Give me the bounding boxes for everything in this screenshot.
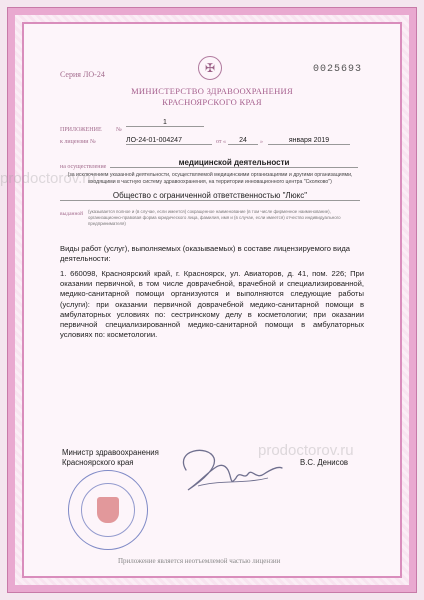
- license-day: 24: [228, 137, 258, 145]
- organization-name: Общество с ограниченной ответственностью "Люкс": [60, 191, 360, 201]
- handwritten-signature-icon: [168, 440, 286, 498]
- official-seal-icon: [68, 470, 148, 550]
- activity-label: на осуществление: [60, 164, 107, 170]
- works-item: 1. 660098, Красноярский край, г. Красноярск, ул. Авиаторов, д. 41, пом. 226; При оказании первичной, в том числе доврачебной, врачебной и специализированной, медико-санитарной помощи организуются и выполняются следующие работы (услуги): при оказании первичной доврачебной медико-санитарной помощи в амбулаторных условиях по: сестринскому делу в косметологии; при оказании первичной специализированной медико-санитарной помощи в амбулаторных условиях по: косметологии.: [60, 269, 364, 340]
- coat-of-arms-icon: ✠: [198, 56, 222, 80]
- appendix-label: ПРИЛОЖЕНИЕ: [60, 127, 102, 133]
- watermark-top: prodoctorov.ru: [0, 170, 96, 187]
- issued-note: (указывается полное и (в случае, если имеется) сокращенное наименование (в том числе фирменное наименование), организационно-правовая форма юридического лица, фамилия, имя и (в случае, если имеется) отчество индивидуального предпринимателя): [88, 209, 341, 226]
- signatory-title-2: Красноярского края: [62, 458, 134, 467]
- signatory-title-1: Министр здравоохранения: [62, 448, 159, 457]
- footer-note: Приложение является неотъемлемой частью лицензии: [118, 557, 281, 565]
- date-quote-label: »: [260, 139, 263, 145]
- form-number: 0025693: [312, 64, 362, 75]
- issued-label: выданной: [60, 211, 84, 217]
- date-prefix-label: от «: [216, 139, 227, 145]
- appendix-number: 1: [126, 119, 204, 127]
- activity-value: медицинской деятельности: [110, 158, 358, 168]
- appendix-no-sign: №: [116, 127, 122, 133]
- ministry-title: МИНИСТЕРСТВО ЗДРАВООХРАНЕНИЯ: [131, 86, 293, 96]
- series-label: Серия ЛО-24: [60, 70, 105, 79]
- license-prefix-label: к лицензии №: [60, 139, 96, 145]
- works-header: Виды работ (услуг), выполняемых (оказываемых) в составе лицензируемого вида деятельности:: [60, 244, 350, 264]
- license-month-year: января 2019: [268, 137, 350, 145]
- ministry-region: КРАСНОЯРСКОГО КРАЯ: [162, 97, 262, 107]
- license-number: ЛО-24-01-004247: [126, 137, 212, 145]
- watermark-bottom: prodoctorov.ru: [258, 442, 354, 459]
- activity-note: (за исключением указанной деятельности, осуществляемой медицинскими организациями и другими организациями, входящими в частную систему здравоохранения, на территории инновационного центра "Сколково"): [67, 172, 353, 185]
- signatory-name: В.С. Денисов: [300, 458, 349, 467]
